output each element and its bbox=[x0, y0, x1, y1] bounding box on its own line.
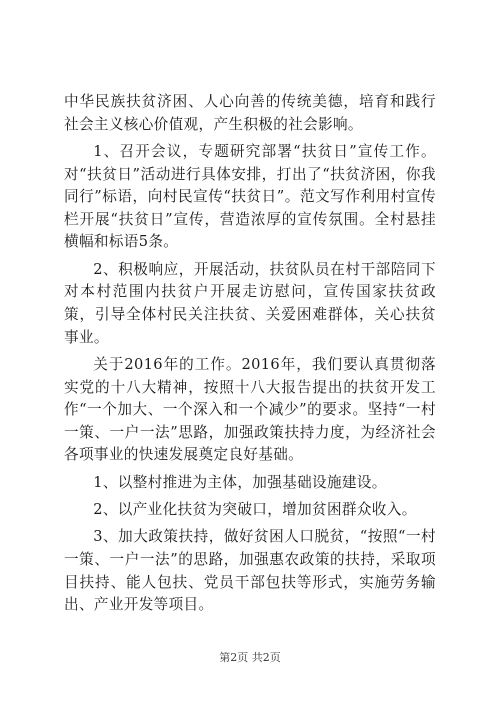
document-body bbox=[64, 91, 436, 617]
paragraph-continuation: 中华民族扶贫济困、人心向善的传统美德，培育和践行社会主义核心价值观，产生积极的社会影响。 bbox=[64, 93, 436, 133]
paragraph-item-activities: 2、积极响应，开展活动，扶贫队员在村干部陪同下对本村范围内扶贫户开展走访慰问，宣传国家扶贫政策，引导全体村民关注扶贫、关爱困难群体，关心扶贫事业。 bbox=[64, 260, 436, 346]
paragraph-item-policy: 3、加大政策扶持，做好贫困人口脱贫，“按照“一村一策、一户一法”的思路，加强惠农政策的扶持，采取项目扶持、能人包扶、党员干部包扶等形式，实施劳务输出、产业开发等项目。 bbox=[64, 528, 436, 614]
paragraph-2016-work: 关于2016年的工作。2016年，我们要认真贯彻落实党的十八大精神，按照十八大报告提出的扶贫开发工作“一个加大、一个深入和一个减少”的要求。坚持“一村一策、一户一法”思路，加强政策扶持力度，为经济社会各项事业的快速发展奠定良好基础。 bbox=[64, 355, 436, 464]
paragraph-item-infrastructure: 1、以整村推进为主体，加强基础设施建设。 bbox=[93, 473, 387, 491]
paragraph-item-meeting: 1、召开会议，专题研究部署“扶贫日”宣传工作。对“扶贫日”活动进行具体安排，打出了“扶贫济困，你我同行”标语，向村民宣传“扶贫日”。范文写作利用村宣传栏开展“扶贫日”宣传，营造浓厚的宣传氛围。全村悬挂横幅和标语5条。 bbox=[64, 142, 436, 251]
page-number-footer: 第2页 共2页 bbox=[219, 651, 281, 664]
paragraph-item-industry: 2、以产业化扶贫为突破口，增加贫困群众收入。 bbox=[93, 501, 417, 519]
